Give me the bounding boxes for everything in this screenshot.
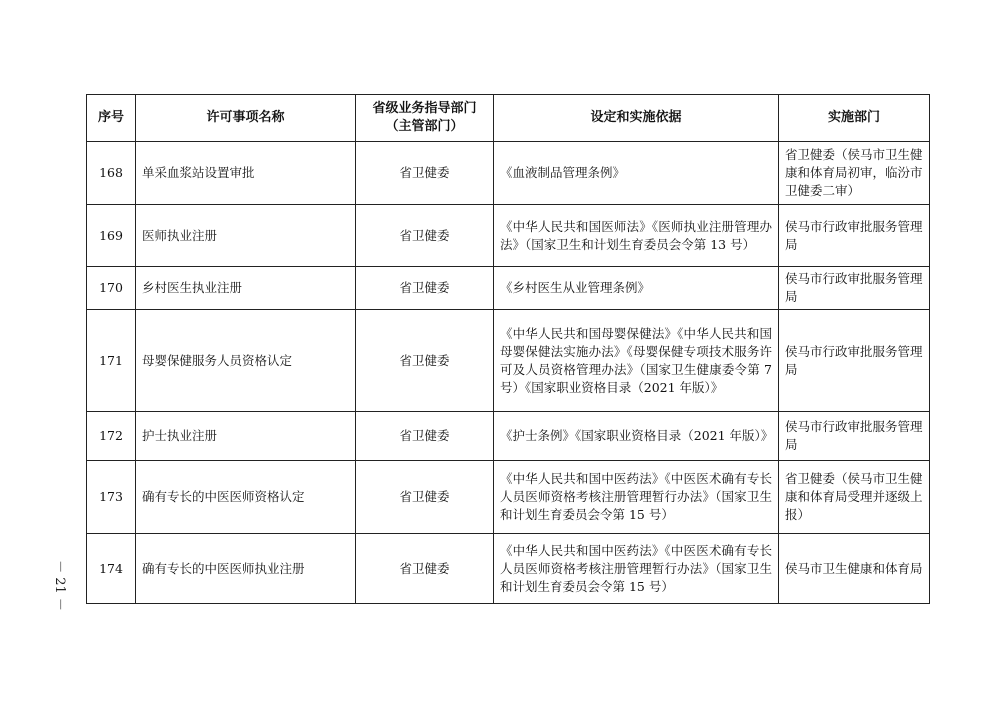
cell-name: 单采血浆站设置审批 xyxy=(136,142,356,205)
cell-no: 170 xyxy=(87,267,136,310)
cell-name: 确有专长的中医医师资格认定 xyxy=(136,461,356,534)
cell-basis: 《中华人民共和国中医药法》《中医医术确有专长人员医师资格考核注册管理暂行办法》（国家卫生和计划生育委员会令第 15 号） xyxy=(494,461,779,534)
cell-impl: 侯马市卫生健康和体育局 xyxy=(779,534,930,604)
cell-dept: 省卫健委 xyxy=(356,267,494,310)
cell-basis: 《中华人民共和国医师法》《医师执业注册管理办法》（国家卫生和计划生育委员会令第 13 号） xyxy=(494,205,779,267)
header-dept-line2: （主管部门） xyxy=(385,119,464,134)
cell-dept: 省卫健委 xyxy=(356,412,494,461)
cell-name: 母婴保健服务人员资格认定 xyxy=(136,310,356,412)
cell-no: 168 xyxy=(87,142,136,205)
cell-dept: 省卫健委 xyxy=(356,310,494,412)
cell-no: 173 xyxy=(87,461,136,534)
header-dept-line1: 省级业务指导部门 xyxy=(372,101,477,116)
table-row xyxy=(87,142,930,205)
page-number-text: － 21 － xyxy=(51,559,67,611)
cell-dept: 省卫健委 xyxy=(356,142,494,205)
cell-name: 医师执业注册 xyxy=(136,205,356,267)
cell-basis: 《乡村医生从业管理条例》 xyxy=(494,267,779,310)
cell-impl: 侯马市行政审批服务管理局 xyxy=(779,412,930,461)
cell-impl: 省卫健委（侯马市卫生健康和体育局初审，临汾市卫健委二审） xyxy=(779,142,930,205)
cell-basis: 《中华人民共和国母婴保健法》《中华人民共和国母婴保健法实施办法》《母婴保健专项技术服务许可及人员资格管理办法》（国家卫生健康委令第 7 号）《国家职业资格目录（2021 年版）》 xyxy=(494,310,779,412)
cell-basis: 《护士条例》《国家职业资格目录（2021 年版）》 xyxy=(494,412,779,461)
cell-no: 169 xyxy=(87,205,136,267)
cell-basis: 《血液制品管理条例》 xyxy=(494,142,779,205)
cell-name: 确有专长的中医医师执业注册 xyxy=(136,534,356,604)
cell-no: 171 xyxy=(87,310,136,412)
cell-name: 乡村医生执业注册 xyxy=(136,267,356,310)
cell-no: 172 xyxy=(87,412,136,461)
cell-impl: 侯马市行政审批服务管理局 xyxy=(779,310,930,412)
cell-dept: 省卫健委 xyxy=(356,461,494,534)
header-impl: 实施部门 xyxy=(779,95,930,142)
cell-impl: 侯马市行政审批服务管理局 xyxy=(779,205,930,267)
cell-name: 护士执业注册 xyxy=(136,412,356,461)
cell-dept: 省卫健委 xyxy=(356,534,494,604)
table-row xyxy=(87,205,930,267)
header-dept xyxy=(356,95,494,142)
cell-basis: 《中华人民共和国中医药法》《中医医术确有专长人员医师资格考核注册管理暂行办法》（国家卫生和计划生育委员会令第 15 号） xyxy=(494,534,779,604)
cell-no: 174 xyxy=(87,534,136,604)
cell-impl: 省卫健委（侯马市卫生健康和体育局受理并逐级上报） xyxy=(779,461,930,534)
table-row xyxy=(87,267,930,310)
cell-dept: 省卫健委 xyxy=(356,205,494,267)
header-name: 许可事项名称 xyxy=(136,95,356,142)
table-row xyxy=(87,534,930,604)
permit-table xyxy=(86,94,930,604)
header-basis: 设定和实施依据 xyxy=(494,95,779,142)
table-row xyxy=(87,412,930,461)
table-header-row xyxy=(87,95,930,142)
page-number xyxy=(46,555,76,615)
table-row xyxy=(87,310,930,412)
header-no: 序号 xyxy=(87,95,136,142)
table-row xyxy=(87,461,930,534)
cell-impl: 侯马市行政审批服务管理局 xyxy=(779,267,930,310)
